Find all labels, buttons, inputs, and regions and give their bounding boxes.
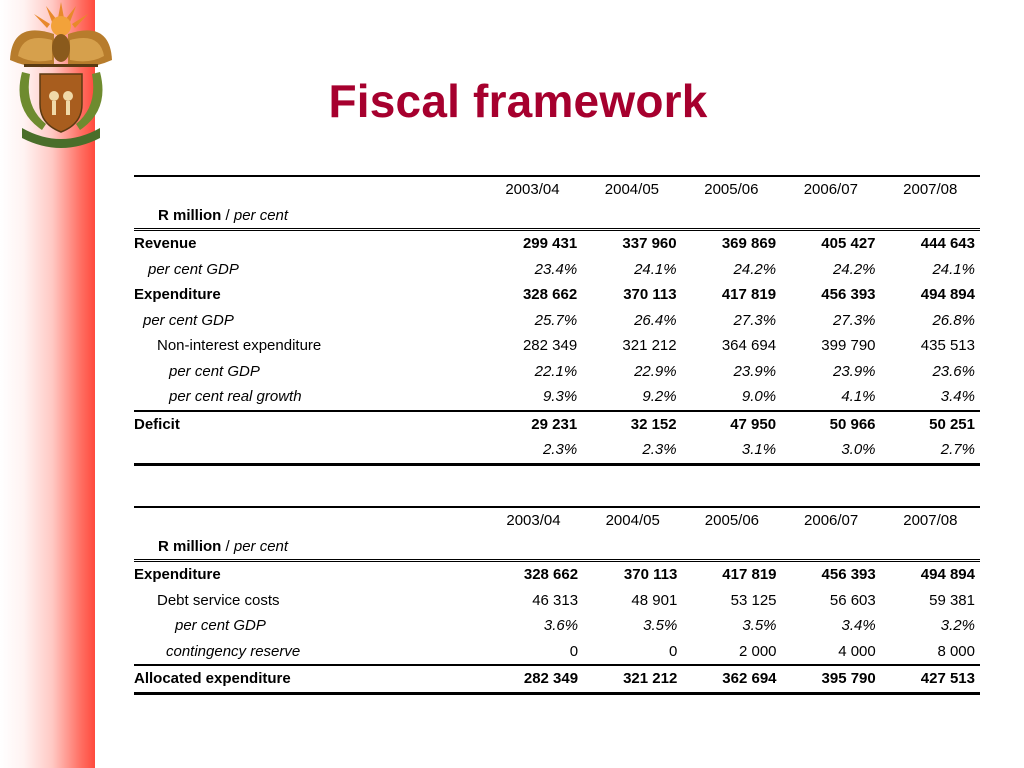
- header-blank-cell: [134, 176, 483, 203]
- row-label: Allocated expenditure: [134, 665, 484, 693]
- cell-value: 3.1%: [682, 437, 781, 464]
- fiscal-framework-table-1: [134, 175, 980, 466]
- cell-value: 494 894: [920, 566, 975, 584]
- unit-label: [134, 534, 484, 561]
- cell-value: 23.4%: [534, 260, 578, 278]
- cell-value: 9.0%: [741, 388, 777, 406]
- cell-value: 3.4%: [940, 388, 975, 406]
- cell-value: 427 513: [881, 665, 980, 693]
- cell-value: 47 950: [682, 411, 781, 438]
- year-header: 2005/06: [682, 507, 781, 534]
- cell-value: 23.9%: [832, 362, 876, 380]
- row-label: per cent real growth: [169, 388, 302, 406]
- cell-value: 3.4%: [841, 617, 876, 635]
- row-label: Non-interest expenditure: [157, 337, 322, 355]
- cell-value: 2 000: [738, 642, 777, 660]
- year-header: 2003/04: [483, 176, 582, 203]
- row-label: [134, 437, 483, 464]
- cell-value: 364 694: [721, 337, 777, 355]
- year-header: 2006/07: [782, 507, 881, 534]
- cell-value: 3.6%: [543, 617, 579, 635]
- row-label: Debt service costs: [157, 591, 280, 609]
- cell-value: 282 349: [522, 337, 578, 355]
- cell-value: 48 901: [631, 591, 678, 609]
- cell-value: 32 152: [582, 411, 681, 438]
- table-row: [134, 665, 980, 693]
- row-label: per cent GDP: [169, 362, 260, 380]
- cell-value: 369 869: [721, 235, 777, 253]
- row-label: per cent GDP: [148, 260, 239, 278]
- cell-value: 444 643: [920, 235, 975, 253]
- cell-value: 2.7%: [881, 437, 980, 464]
- row-label: Expenditure: [134, 286, 221, 304]
- row-label: per cent GDP: [175, 617, 266, 635]
- cell-value: 321 212: [622, 337, 677, 355]
- year-header: 2006/07: [781, 176, 880, 203]
- unit-label-separator: /: [221, 537, 234, 555]
- cell-value: 50 966: [781, 411, 880, 438]
- cell-value: 9.3%: [542, 388, 578, 406]
- cell-value: 328 662: [522, 286, 578, 304]
- cell-value: 417 819: [722, 566, 777, 584]
- cell-value: 22.9%: [634, 362, 677, 380]
- cell-value: 27.3%: [832, 311, 876, 329]
- table-row: [134, 257, 980, 283]
- year-header: 2004/05: [583, 507, 682, 534]
- unit-label: [134, 203, 483, 230]
- cell-value: 23.6%: [932, 362, 975, 380]
- unit-label-bold: R million: [158, 206, 222, 224]
- table-row: [134, 639, 980, 666]
- cell-value: 299 431: [522, 235, 578, 253]
- cell-value: 23.9%: [733, 362, 777, 380]
- cell-value: 0: [569, 642, 579, 660]
- year-header: 2007/08: [881, 176, 980, 203]
- cell-value: 321 212: [583, 665, 682, 693]
- cell-value: 2.3%: [483, 437, 582, 464]
- cell-value: 56 603: [829, 591, 876, 609]
- cell-value: 59 381: [929, 591, 975, 609]
- year-header: 2005/06: [682, 176, 781, 203]
- cell-value: 395 790: [782, 665, 881, 693]
- slide-title: Fiscal framework: [328, 75, 708, 127]
- cell-value: 25.7%: [534, 311, 578, 329]
- cell-value: 362 694: [682, 665, 781, 693]
- table-row: [134, 384, 980, 411]
- unit-label-separator: /: [221, 206, 234, 224]
- cell-value: 370 113: [623, 566, 678, 584]
- cell-value: 27.3%: [733, 311, 777, 329]
- year-header: 2007/08: [881, 507, 980, 534]
- table-header-units: [134, 203, 980, 230]
- table-header-years: [134, 507, 980, 534]
- row-label: Deficit: [134, 411, 483, 438]
- cell-value: 26.8%: [932, 311, 975, 329]
- cell-value: 3.0%: [781, 437, 880, 464]
- cell-value: 24.2%: [733, 260, 777, 278]
- cell-value: 3.5%: [643, 617, 678, 635]
- cell-value: 399 790: [821, 337, 876, 355]
- cell-value: 29 231: [483, 411, 582, 438]
- row-label: Expenditure: [134, 566, 221, 584]
- table-row: [134, 613, 980, 639]
- table-row: [134, 561, 980, 588]
- cell-value: 2.3%: [582, 437, 681, 464]
- cell-value: 3.5%: [742, 617, 777, 635]
- table-row: [134, 230, 980, 257]
- cell-value: 282 349: [484, 665, 583, 693]
- cell-value: 456 393: [821, 286, 876, 304]
- cell-value: 26.4%: [634, 311, 677, 329]
- unit-label-bold: R million: [158, 537, 222, 555]
- table-row: [134, 411, 980, 438]
- cell-value: 24.1%: [932, 260, 975, 278]
- table-row: [134, 333, 980, 359]
- cell-value: 46 313: [532, 591, 579, 609]
- cell-value: 370 113: [623, 286, 677, 304]
- cell-value: 4.1%: [841, 388, 876, 406]
- cell-value: 405 427: [821, 235, 876, 253]
- table-row: [134, 437, 980, 464]
- cell-value: 50 251: [881, 411, 980, 438]
- table-row: [134, 359, 980, 385]
- row-label: Revenue: [134, 235, 197, 253]
- table-header-years: [134, 176, 980, 203]
- cell-value: 24.1%: [634, 260, 677, 278]
- cell-value: 3.2%: [940, 617, 975, 635]
- cell-value: 328 662: [523, 566, 579, 584]
- cell-value: 417 819: [721, 286, 777, 304]
- table-row: [134, 588, 980, 614]
- cell-value: 53 125: [730, 591, 777, 609]
- cell-value: 22.1%: [534, 362, 578, 380]
- row-label: contingency reserve: [166, 642, 301, 660]
- cell-value: 435 513: [920, 337, 975, 355]
- table-header-units: [134, 534, 980, 561]
- cell-value: 494 894: [920, 286, 975, 304]
- year-header: 2003/04: [484, 507, 583, 534]
- table-row: [134, 282, 980, 308]
- cell-value: 4 000: [838, 642, 876, 660]
- cell-value: 337 960: [622, 235, 677, 253]
- row-label: per cent GDP: [143, 311, 234, 329]
- cell-value: 0: [668, 642, 678, 660]
- fiscal-framework-table-2: [134, 506, 980, 695]
- year-header: 2004/05: [582, 176, 681, 203]
- unit-label-italic: per cent: [233, 537, 289, 555]
- unit-label-italic: per cent: [233, 206, 289, 224]
- cell-value: 8 000: [937, 642, 975, 660]
- header-blank-cell: [134, 507, 484, 534]
- cell-value: 24.2%: [832, 260, 876, 278]
- table-row: [134, 308, 980, 334]
- cell-value: 9.2%: [642, 388, 677, 406]
- cell-value: 456 393: [821, 566, 876, 584]
